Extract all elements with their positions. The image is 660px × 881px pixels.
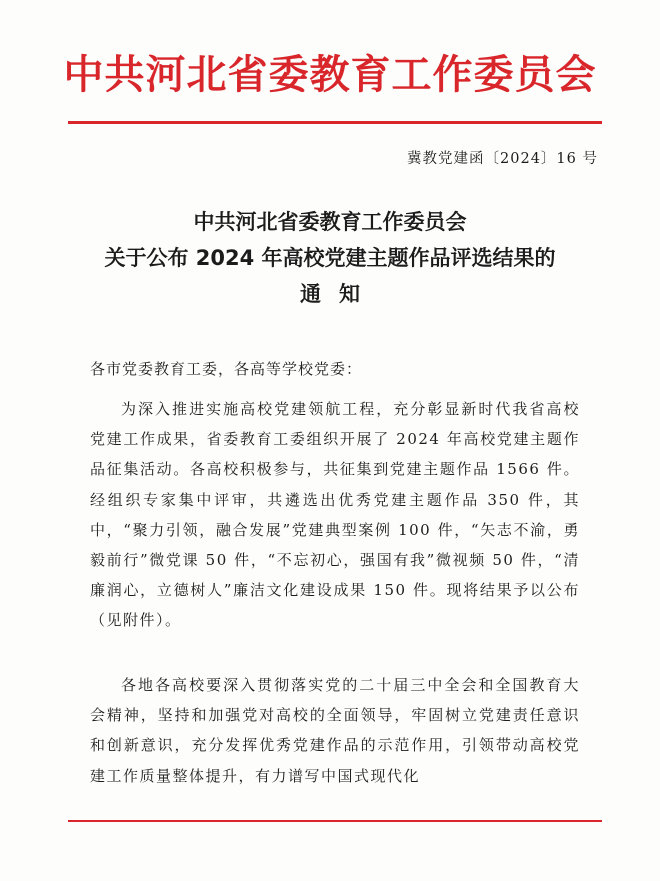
red-divider-bottom (68, 820, 602, 822)
issuer-masthead: 中共河北省委教育工作委员会 (63, 52, 597, 98)
title-line-3: 通知 (300, 282, 378, 306)
document-number: 冀教党建函〔2024〕16 号 (407, 151, 598, 167)
title-line-1: 中共河北省委教育工作委员会 (193, 210, 467, 234)
body-paragraph-1: 为深入推进实施高校党建领航工程，充分彰显新时代我省高校党建工作成果，省委教育工委组织开展了 2024 年高校党建主题作品征集活动。各高校积极参与，共征集到党建主题作品 1566 件。经组织专家集中评审，共遴选出优秀党建主题作品 350 件，其中，“聚力引领，融合发展”党建典型案例 100 件，“矢志不渝，勇毅前行”微党课 50 件，“不忘初心，强国有我”微视频 50 件，“清廉润心，立德树人”廉洁文化建设成果 150 件。现将结果予以公布（见附件）。 (90, 400, 580, 630)
body-paragraph-2: 各地各高校要深入贯彻落实党的二十届三中全会和全国教育大会精神，坚持和加强党对高校的全面领导，牢固树立党建责任意识和创新意识，充分发挥优秀党建作品的示范作用，引领带动高校党建工作质量整体提升，有力谱写中国式现代化 (90, 676, 580, 785)
red-divider-top (68, 121, 602, 124)
salutation: 各市党委教育工委，各高等学校党委： (90, 360, 363, 378)
title-line-2: 关于公布 2024 年高校党建主题作品评选结果的 (104, 246, 556, 270)
document-title (0, 204, 660, 312)
